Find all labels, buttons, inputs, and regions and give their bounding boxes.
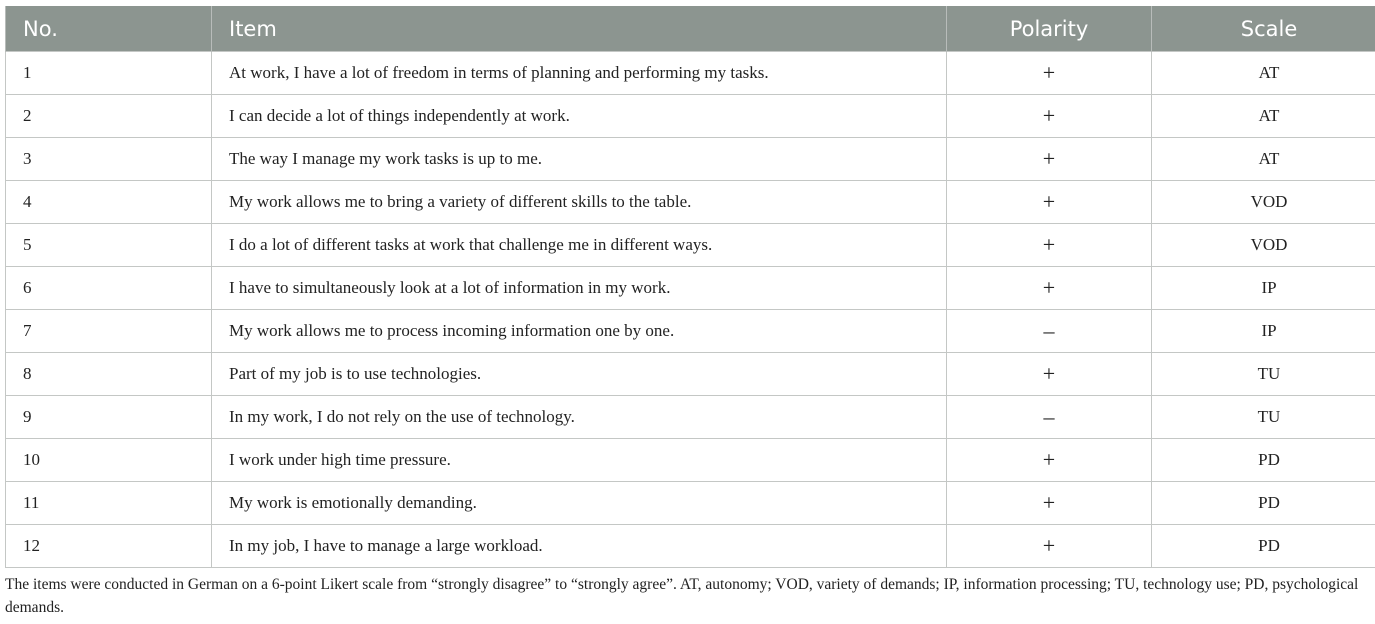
row-polarity: + — [947, 439, 1152, 482]
table-row — [6, 138, 1375, 181]
row-polarity: + — [947, 482, 1152, 525]
row-number: 12 — [6, 525, 212, 568]
row-scale: AT — [1152, 138, 1375, 181]
row-number: 3 — [6, 138, 212, 181]
row-number: 5 — [6, 224, 212, 267]
row-item-text: I work under high time pressure. — [212, 439, 947, 482]
row-number: 4 — [6, 181, 212, 224]
table-row — [6, 353, 1375, 396]
row-scale: VOD — [1152, 181, 1375, 224]
table-row — [6, 224, 1375, 267]
row-polarity: + — [947, 353, 1152, 396]
table-row — [6, 52, 1375, 95]
row-number: 9 — [6, 396, 212, 439]
row-polarity: + — [947, 181, 1152, 224]
row-item-text: The way I manage my work tasks is up to me. — [212, 138, 947, 181]
row-polarity: + — [947, 138, 1152, 181]
row-scale: VOD — [1152, 224, 1375, 267]
row-polarity: + — [947, 52, 1152, 95]
row-number: 8 — [6, 353, 212, 396]
row-item-text: In my job, I have to manage a large workload. — [212, 525, 947, 568]
row-number: 7 — [6, 310, 212, 353]
row-scale: IP — [1152, 310, 1375, 353]
table-row — [6, 181, 1375, 224]
row-polarity: + — [947, 95, 1152, 138]
row-polarity: + — [947, 525, 1152, 568]
table-row — [6, 267, 1375, 310]
row-scale: PD — [1152, 439, 1375, 482]
row-scale: AT — [1152, 95, 1375, 138]
header-polarity: Polarity — [947, 6, 1152, 52]
row-item-text: I have to simultaneously look at a lot of information in my work. — [212, 267, 947, 310]
items-table — [5, 6, 1375, 568]
row-item-text: My work allows me to bring a variety of different skills to the table. — [212, 181, 947, 224]
row-scale: AT — [1152, 52, 1375, 95]
row-scale: TU — [1152, 396, 1375, 439]
row-polarity: – — [947, 310, 1152, 353]
row-scale: TU — [1152, 353, 1375, 396]
row-number: 6 — [6, 267, 212, 310]
header-row — [6, 6, 1375, 52]
table-row — [6, 439, 1375, 482]
table-row — [6, 482, 1375, 525]
row-number: 2 — [6, 95, 212, 138]
row-item-text: My work is emotionally demanding. — [212, 482, 947, 525]
header-no: No. — [6, 6, 212, 52]
row-number: 10 — [6, 439, 212, 482]
row-scale: PD — [1152, 525, 1375, 568]
row-item-text: I can decide a lot of things independently at work. — [212, 95, 947, 138]
row-item-text: I do a lot of different tasks at work that challenge me in different ways. — [212, 224, 947, 267]
row-number: 1 — [6, 52, 212, 95]
header-item: Item — [212, 6, 947, 52]
row-scale: IP — [1152, 267, 1375, 310]
table-row — [6, 525, 1375, 568]
row-item-text: My work allows me to process incoming information one by one. — [212, 310, 947, 353]
row-polarity: + — [947, 267, 1152, 310]
row-item-text: Part of my job is to use technologies. — [212, 353, 947, 396]
row-scale: PD — [1152, 482, 1375, 525]
row-item-text: At work, I have a lot of freedom in terms of planning and performing my tasks. — [212, 52, 947, 95]
table-row — [6, 310, 1375, 353]
row-number: 11 — [6, 482, 212, 525]
table-footnote: The items were conducted in German on a 6-point Likert scale from “strongly disagree” to “strongly agree”. AT, autonomy; VOD, variety of demands; IP, information processing; TU, technology use; PD, psychological demands. — [5, 576, 1359, 616]
row-polarity: – — [947, 396, 1152, 439]
row-polarity: + — [947, 224, 1152, 267]
table-body — [6, 52, 1375, 568]
header-scale: Scale — [1152, 6, 1375, 52]
row-item-text: In my work, I do not rely on the use of technology. — [212, 396, 947, 439]
table-row — [6, 396, 1375, 439]
table-row — [6, 95, 1375, 138]
